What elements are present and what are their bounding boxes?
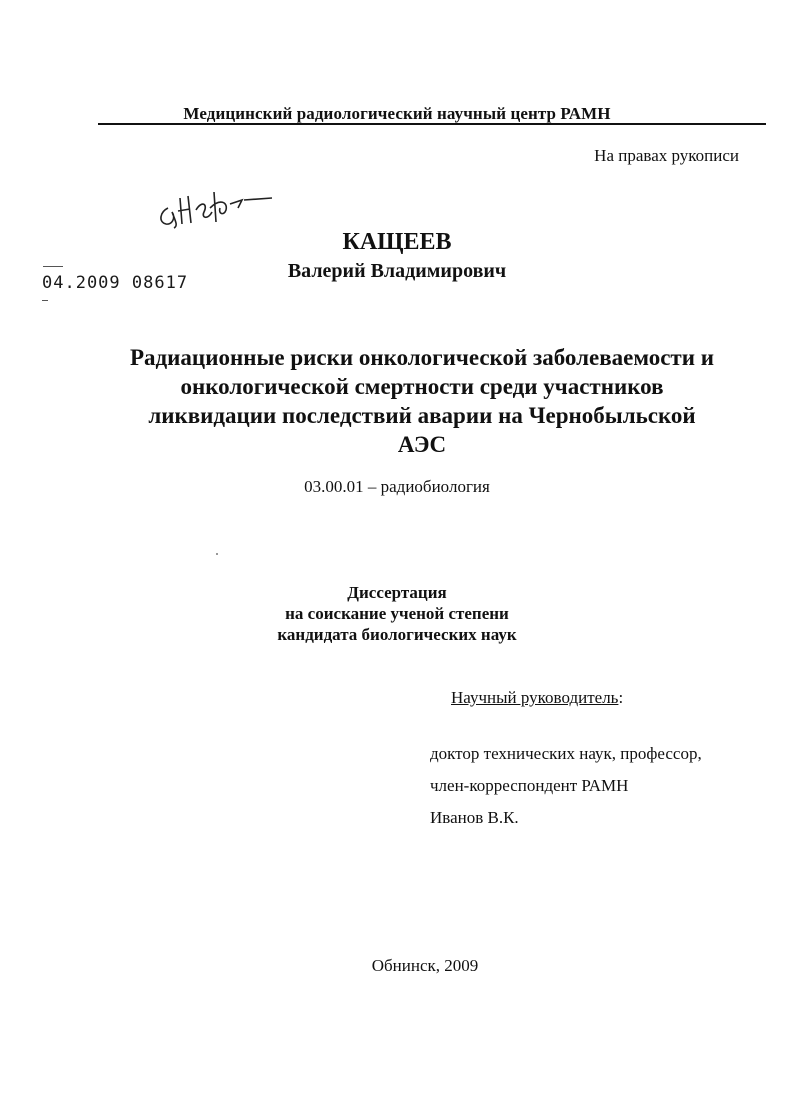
thesis-title [90, 343, 754, 459]
degree-line: на соискание ученой степени [285, 604, 509, 623]
thesis-title-line: Радиационные риски онкологической заболеваемости и [130, 345, 714, 370]
thesis-title-line: онкологической смертности среди участников [180, 374, 664, 399]
handwritten-signature [150, 178, 280, 234]
rights-note: На правах рукописи [594, 146, 739, 165]
thesis-title-line: АЭС [397, 432, 447, 457]
advisor-label [451, 688, 623, 708]
stamp-tick [42, 300, 48, 301]
author-given-names: Валерий Владимирович [287, 260, 507, 282]
advisor-label-text: Научный руководитель [451, 688, 619, 707]
advisor-line: доктор технических наук, профессор, [430, 744, 702, 763]
advisor-label-colon: : [618, 688, 624, 707]
place-and-year: Обнинск, 2009 [371, 956, 479, 975]
institution-name: Медицинский радиологический научный центр РАМН [183, 104, 611, 123]
advisor-line: Иванов В.К. [430, 808, 519, 827]
advisor-line: член-корреспондент РАМН [430, 776, 629, 795]
specialty-code: 03.00.01 – радиобиология [304, 477, 490, 496]
thesis-title-line: ликвидации последствий аварии на Чернобыльской [148, 403, 696, 428]
degree-line: кандидата биологических наук [277, 625, 517, 644]
degree-line: Диссертация [347, 583, 447, 602]
archive-stamp-number: 04.2009 08617 [42, 273, 189, 293]
advisor-details [430, 738, 702, 834]
author-surname: КАЩЕЕВ [342, 229, 452, 255]
scan-speck [216, 553, 218, 555]
header-divider [98, 123, 766, 125]
degree-statement [0, 582, 794, 645]
